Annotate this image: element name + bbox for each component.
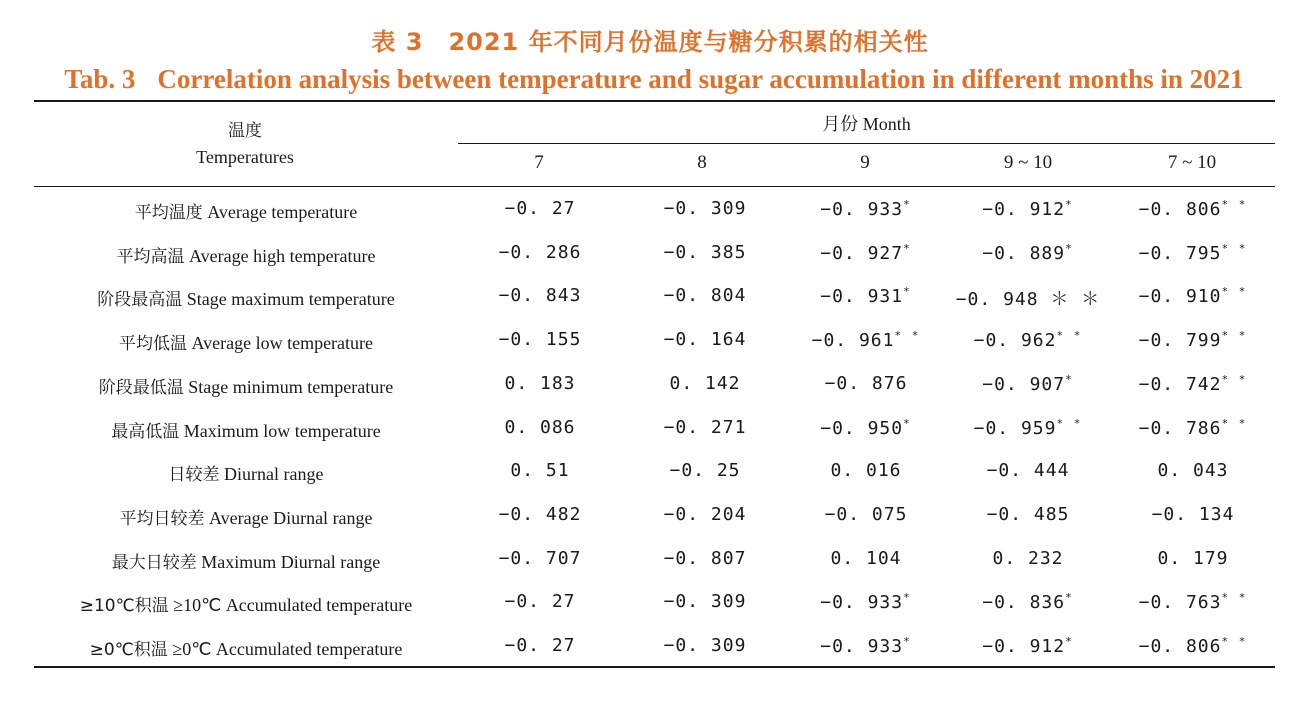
row-label-cn: 平均高温 (116, 246, 185, 267)
table-cell (1118, 198, 1268, 220)
correlation-value: −0. 134 (1151, 503, 1235, 525)
significance-marker: * * (1221, 591, 1248, 605)
table-caption: Correlation analysis between temperature and sugar accumulation in different months in 2021 (157, 64, 1244, 94)
row-label-en: ≥0℃ Accumulated temperature (167, 639, 403, 659)
table-cell (791, 460, 941, 481)
row-label-cn: 日较差 (168, 465, 220, 486)
row-label-en: Average temperature (202, 202, 358, 222)
significance-marker: * * (1221, 635, 1248, 648)
significance-marker: * * (1221, 372, 1248, 386)
correlation-value: −0. 27 (504, 198, 576, 219)
table-cell (953, 548, 1103, 569)
significance-marker: * * (1221, 241, 1248, 255)
correlation-value: −0. 482 (498, 503, 582, 525)
table-row (0, 591, 1300, 631)
significance-marker: * (903, 635, 912, 648)
significance-marker: * (1065, 198, 1074, 211)
row-label-en: ≥10℃ Accumulated temperature (168, 595, 413, 616)
correlation-value: 0. 232 (992, 547, 1064, 569)
correlation-value: 0. 043 (1157, 460, 1229, 482)
row-label-cn: 最大日较差 (111, 552, 197, 573)
correlation-value: −0. 948 ＊ ＊ (955, 289, 1101, 311)
correlation-value: −0. 806 (1138, 636, 1222, 657)
significance-marker: * (903, 285, 912, 299)
row-label-en: Average Diurnal range (204, 507, 373, 528)
significance-marker: * * (1056, 416, 1083, 430)
column-header-7: 7 (534, 152, 544, 173)
correlation-value: −0. 309 (663, 198, 747, 219)
month-group-header: 月份 Month (822, 114, 911, 134)
correlation-value: −0. 309 (663, 591, 747, 613)
table-cell (1118, 591, 1268, 613)
row-label (34, 373, 458, 398)
correlation-value: −0. 933 (820, 636, 904, 657)
correlation-value: 0. 016 (830, 460, 902, 482)
table-cell (791, 242, 941, 264)
correlation-value: −0. 444 (986, 460, 1070, 482)
table-cell (953, 504, 1103, 525)
significance-marker: * * (1056, 329, 1083, 343)
row-label (34, 329, 458, 354)
correlation-value: −0. 876 (824, 372, 908, 394)
correlation-value: −0. 931 (820, 286, 904, 308)
correlation-value: −0. 799 (1138, 330, 1222, 352)
significance-marker: * * (1221, 416, 1248, 430)
column-header-8: 8 (697, 152, 707, 173)
row-label-cn: 阶段最低温 (98, 377, 184, 398)
correlation-value: −0. 155 (498, 329, 582, 351)
table-top-rule (34, 100, 1275, 102)
table-cell (630, 417, 780, 438)
significance-marker: * (1065, 635, 1074, 648)
correlation-value: −0. 485 (986, 503, 1070, 525)
significance-marker: * * (1221, 329, 1248, 343)
significance-marker: * * (894, 329, 921, 343)
table-cell (630, 285, 780, 306)
significance-marker: * (903, 241, 912, 255)
table-row (0, 242, 1300, 282)
row-label-cn: 阶段最高温 (97, 290, 183, 311)
row-label-en: Stage maximum temperature (182, 289, 395, 310)
row-label (34, 198, 458, 223)
correlation-value: −0. 164 (663, 329, 747, 351)
row-label (34, 504, 458, 529)
significance-marker: * (1065, 372, 1074, 386)
correlation-value: −0. 795 (1138, 242, 1222, 264)
table-cell (630, 635, 780, 656)
table-cell (1118, 417, 1268, 439)
correlation-value: −0. 806 (1138, 199, 1222, 220)
correlation-value: −0. 804 (663, 285, 747, 307)
row-label-cn: ≥0℃积温 (89, 640, 168, 660)
table-cell (1118, 373, 1268, 395)
table-cell (630, 504, 780, 525)
table-cell (953, 285, 1103, 311)
correlation-value: −0. 763 (1138, 592, 1222, 614)
table-cell (953, 242, 1103, 264)
table-cell (791, 285, 941, 307)
table-cell (465, 504, 615, 525)
significance-marker: * (903, 591, 912, 605)
correlation-value: 0. 104 (830, 547, 902, 569)
table-cell (791, 417, 941, 439)
correlation-value: −0. 927 (820, 242, 904, 264)
correlation-value: −0. 27 (504, 591, 576, 613)
table-cell (465, 242, 615, 263)
column-header-9: 9 (860, 152, 870, 173)
correlation-value: −0. 309 (663, 635, 747, 656)
table-cell (1118, 548, 1268, 569)
row-label (34, 460, 458, 485)
row-label (34, 417, 458, 442)
table-row (0, 548, 1300, 588)
table-title-english (34, 64, 1274, 95)
correlation-value: −0. 907 (982, 373, 1066, 395)
row-label (34, 242, 458, 267)
table-cell (465, 460, 615, 481)
table-cell (465, 548, 615, 569)
correlation-value: −0. 742 (1138, 373, 1222, 395)
correlation-value: −0. 959 (973, 417, 1057, 439)
significance-marker: * * (1221, 198, 1248, 211)
table-cell (791, 635, 941, 657)
table-cell (465, 591, 615, 612)
correlation-value: −0. 707 (498, 547, 582, 569)
correlation-value: −0. 961 (811, 330, 895, 352)
correlation-value: −0. 933 (820, 199, 904, 220)
correlation-value: −0. 912 (982, 636, 1066, 657)
table-cell (953, 373, 1103, 395)
correlation-value: −0. 889 (982, 242, 1066, 264)
table-cell (953, 460, 1103, 481)
table-cell (1118, 504, 1268, 525)
correlation-value: −0. 075 (824, 503, 908, 525)
column-header-7-10: 7 ~ 10 (1167, 152, 1217, 173)
correlation-value: 0. 179 (1157, 547, 1229, 569)
correlation-value: −0. 25 (669, 460, 741, 482)
table-cell (630, 591, 780, 612)
correlation-value: −0. 286 (498, 241, 582, 263)
table-cell (1118, 285, 1268, 307)
table-row (0, 373, 1300, 413)
temperature-header-en: Temperatures (196, 147, 294, 167)
table-cell (791, 548, 941, 569)
temperature-column-header (160, 118, 330, 170)
table-cell (791, 504, 941, 525)
row-label-cn: 平均低温 (118, 334, 187, 355)
table-cell (1118, 329, 1268, 351)
table-cell (1118, 242, 1268, 264)
table-cell (791, 329, 941, 351)
table-number: Tab. 3 (64, 64, 136, 94)
correlation-value: −0. 27 (504, 635, 576, 656)
column-header-9-10: 9 ~ 10 (1003, 152, 1053, 173)
table-cell (465, 635, 615, 656)
row-label-en: Diurnal range (219, 464, 324, 485)
temperature-header-cn: 温度 (228, 121, 262, 141)
row-label-en: Average high temperature (184, 245, 376, 266)
table-cell (630, 242, 780, 263)
table-cell (630, 460, 780, 481)
row-label (34, 591, 458, 616)
table-row (0, 460, 1300, 500)
row-label-en: Average low temperature (186, 333, 374, 354)
month-header-rule (458, 143, 1275, 144)
table-cell (465, 285, 615, 306)
table-cell (465, 417, 615, 438)
significance-marker: * (1065, 591, 1074, 605)
table-cell (630, 373, 780, 394)
table-cell (791, 373, 941, 394)
correlation-value: 0. 086 (504, 416, 576, 438)
correlation-value: −0. 271 (663, 416, 747, 438)
correlation-value: −0. 962 (973, 330, 1057, 352)
table-cell (791, 198, 941, 220)
correlation-value: −0. 204 (663, 503, 747, 525)
row-label (34, 548, 458, 573)
table-row (0, 635, 1300, 675)
table-cell (953, 635, 1103, 657)
row-label-cn: ≥10℃积温 (79, 596, 169, 617)
correlation-value: −0. 385 (663, 241, 747, 263)
table-cell (1118, 460, 1268, 481)
table-cell (1118, 635, 1268, 657)
table-cell (630, 329, 780, 350)
table-cell (465, 329, 615, 350)
row-label-cn: 平均日较差 (119, 508, 205, 529)
significance-marker: * * (1221, 285, 1248, 299)
table-header-rule (34, 186, 1275, 187)
correlation-value: 0. 142 (669, 372, 741, 394)
significance-marker: * (903, 198, 912, 211)
correlation-value: −0. 933 (820, 592, 904, 614)
row-label-en: Maximum low temperature (179, 420, 381, 441)
significance-marker: * (1065, 241, 1074, 255)
correlation-value: −0. 843 (498, 285, 582, 307)
table-cell (465, 373, 615, 394)
significance-marker: * (903, 416, 912, 430)
row-label (34, 635, 458, 660)
correlation-value: −0. 836 (982, 592, 1066, 614)
row-label-cn: 最高低温 (111, 421, 180, 442)
row-label-en: Stage minimum temperature (183, 376, 394, 397)
row-label (34, 285, 458, 310)
table-row (0, 198, 1300, 238)
table-cell (791, 591, 941, 613)
table-row (0, 417, 1300, 457)
table-cell (630, 198, 780, 219)
table-cell (953, 329, 1103, 351)
correlation-value: −0. 807 (663, 547, 747, 569)
table-cell (953, 417, 1103, 439)
correlation-value: 0. 183 (504, 372, 576, 394)
correlation-value: 0. 51 (510, 460, 570, 482)
correlation-value: −0. 950 (820, 417, 904, 439)
table-cell (465, 198, 615, 219)
row-label-en: Maximum Diurnal range (196, 551, 381, 572)
table-row (0, 329, 1300, 369)
row-label-cn: 平均温度 (134, 203, 203, 223)
correlation-value: −0. 912 (982, 199, 1066, 220)
table-cell (630, 548, 780, 569)
table-row (0, 285, 1300, 325)
correlation-value: −0. 910 (1138, 286, 1222, 308)
table-title-chinese: 表 3 2021 年不同月份温度与糖分积累的相关性 (371, 28, 929, 56)
correlation-value: −0. 786 (1138, 417, 1222, 439)
table-cell (953, 591, 1103, 613)
table-row (0, 504, 1300, 544)
table-cell (953, 198, 1103, 220)
